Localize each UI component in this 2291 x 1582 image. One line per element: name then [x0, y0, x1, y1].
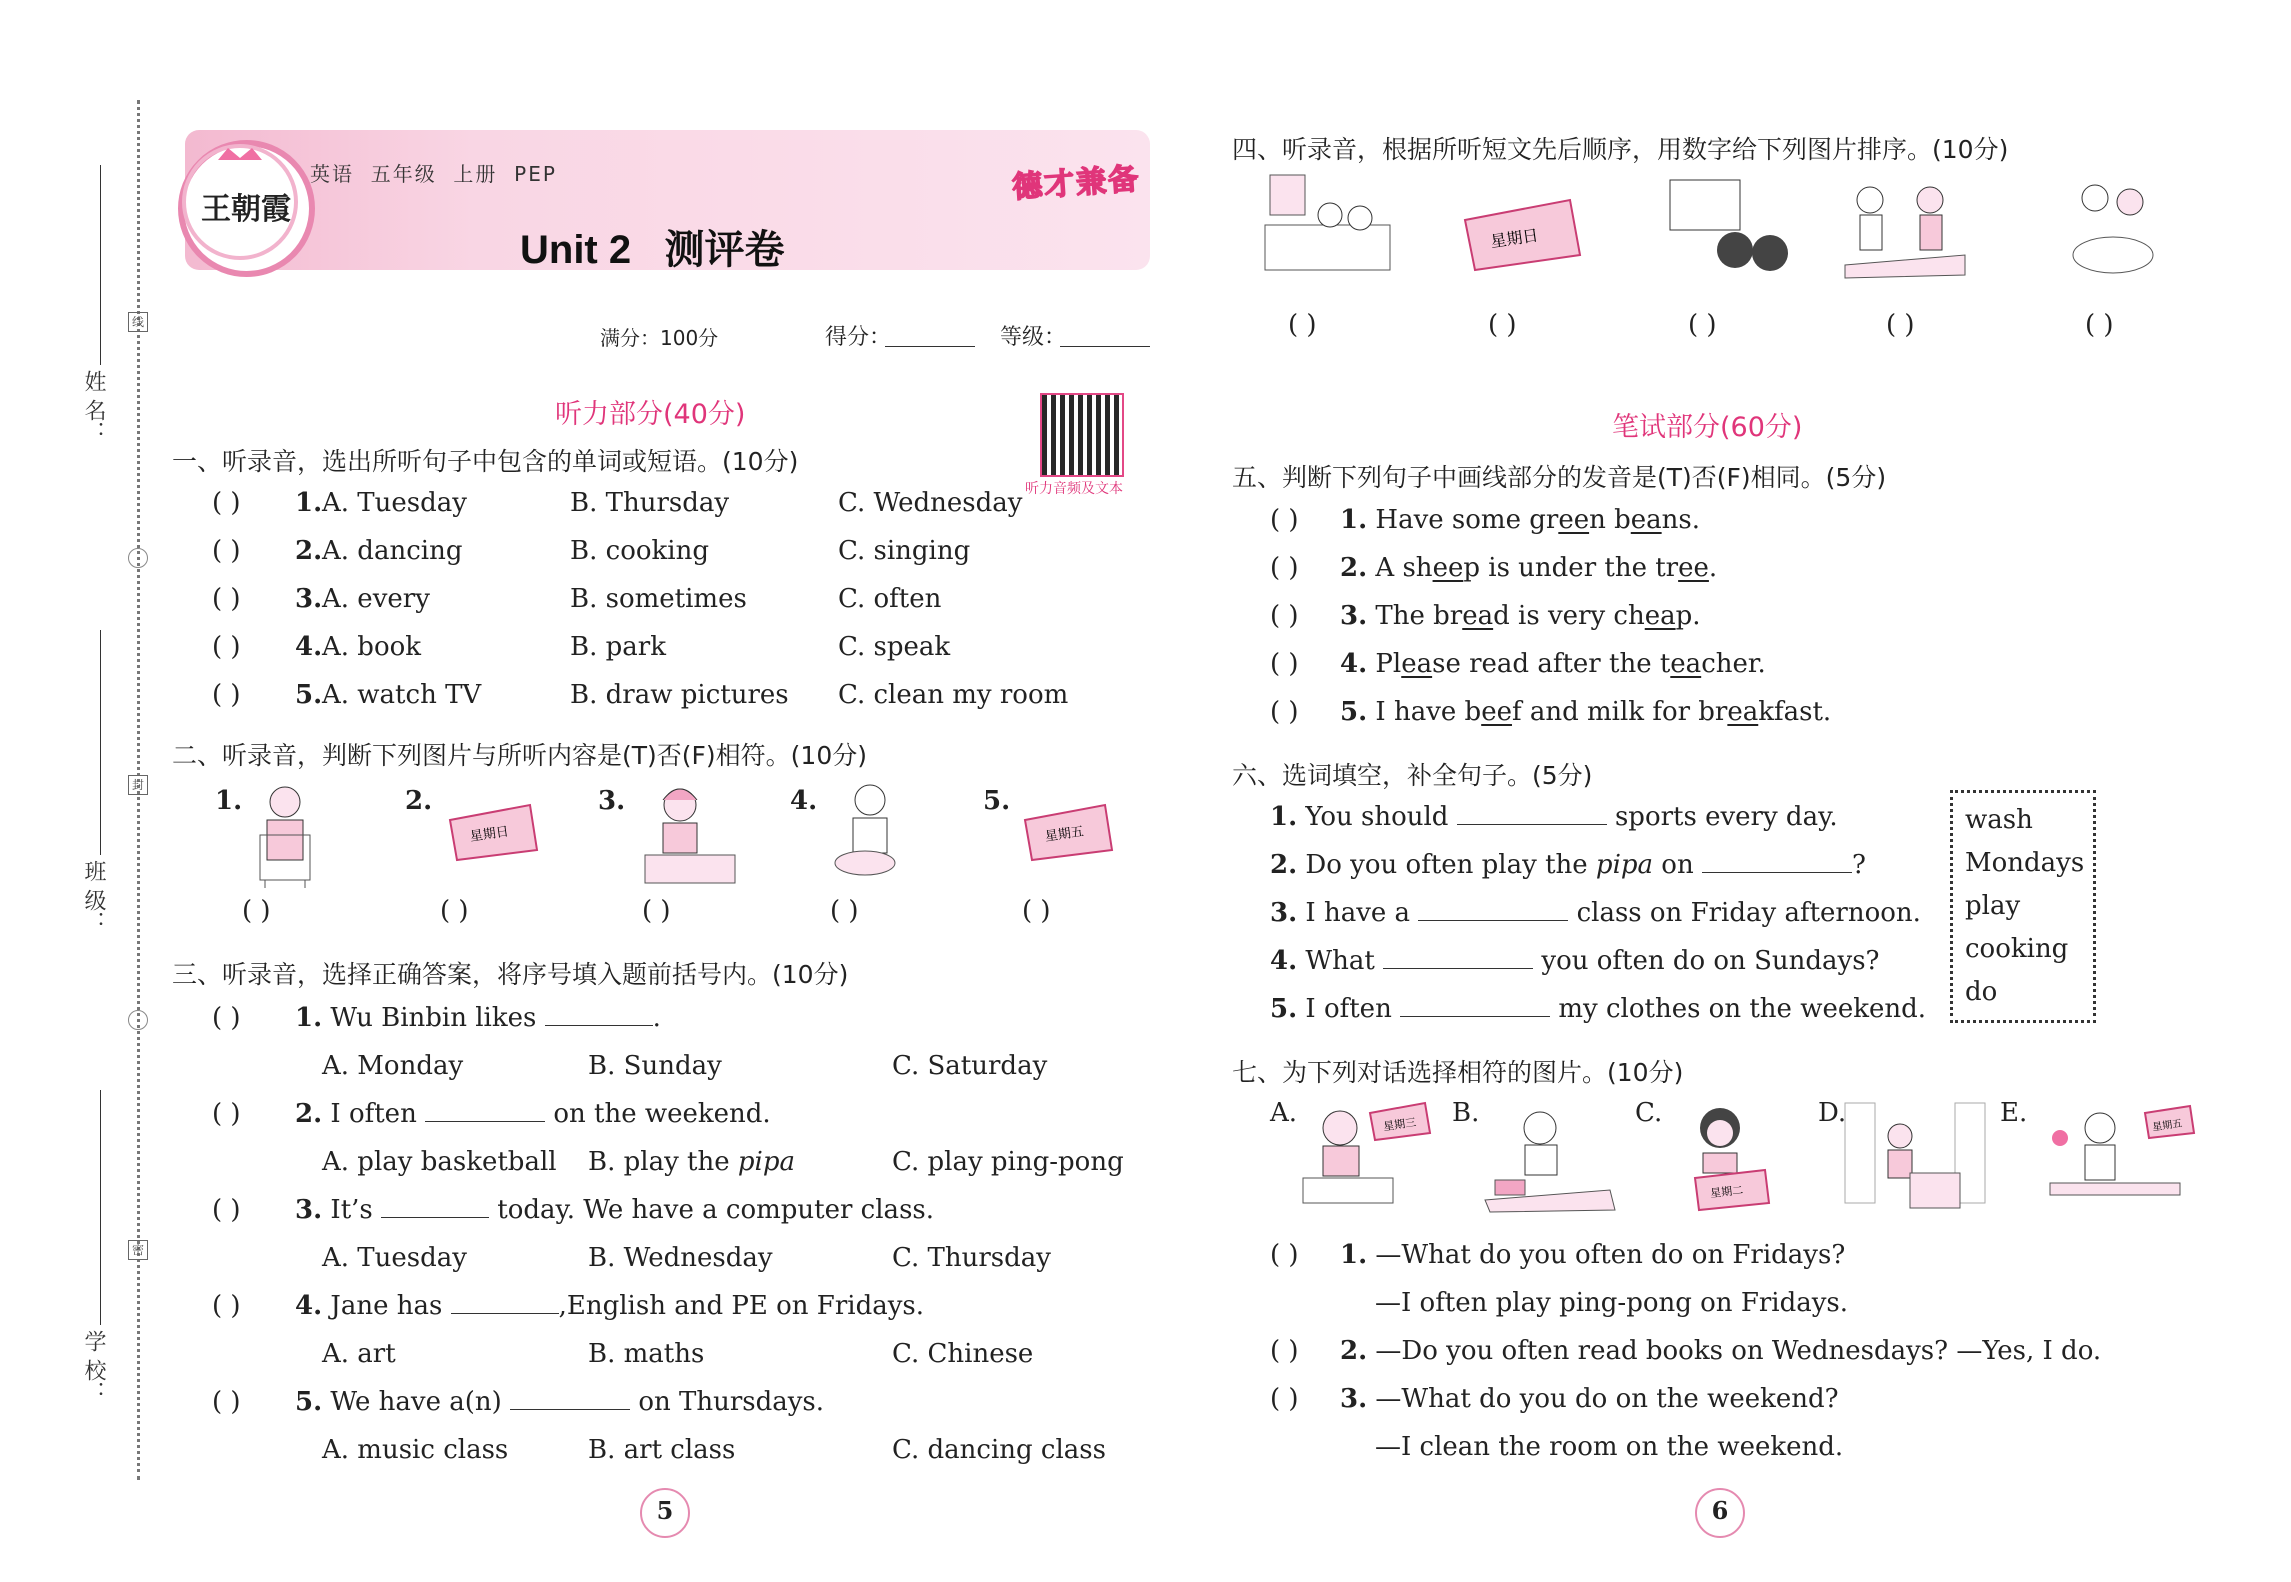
boy-ping-pong-image: [2030, 1098, 2200, 1218]
school-label: 学 校：: [81, 1330, 106, 1403]
section-3-title: 三、听录音，选择正确答案，将序号填入题前括号内。(10分): [172, 960, 849, 989]
grade-label: 等级：: [1000, 325, 1067, 350]
pic-number: 1.: [215, 786, 243, 816]
section-5-title: 五、判断下列句子中画线部分的发音是(T)否(F)相同。(5分): [1232, 463, 1887, 492]
class-label: 班 级：: [81, 860, 106, 933]
svg-text:星期日: 星期日: [1489, 225, 1540, 252]
section-7-title: 七、为下列对话选择相符的图片。(10分): [1232, 1058, 1684, 1087]
name-line[interactable]: [100, 165, 101, 365]
answer-paren[interactable]: ( ): [1886, 310, 1915, 340]
tick-mi: 密: [128, 1240, 148, 1260]
option-a: A. Monday: [322, 1051, 464, 1081]
fill-sentence: 3. I have a class on Friday afternoon.: [1270, 898, 1921, 928]
writing-heading: 笔试部分(60分): [1612, 412, 1803, 443]
answer-paren[interactable]: ( ): [212, 488, 241, 518]
pic-label-d: D.: [1818, 1098, 1847, 1128]
answer-blank[interactable]: [1702, 850, 1852, 873]
section-1-title: 一、听录音，选出所听句子中包含的单词或短语。(10分): [172, 447, 799, 476]
item-number: 3.: [295, 584, 323, 614]
item-number: 4.: [295, 632, 323, 662]
girl-singing-image: [1665, 1098, 1795, 1218]
answer-blank[interactable]: [545, 1003, 653, 1026]
boy-drawing-image: [1480, 1100, 1620, 1215]
binding-hole-icon: [128, 548, 148, 568]
option-b: B. Thursday: [570, 488, 730, 518]
item-number: 2.: [295, 536, 323, 566]
school-line[interactable]: [100, 1090, 101, 1325]
page-number-left: 5: [640, 1488, 690, 1538]
answer-paren[interactable]: ( ): [1270, 697, 1299, 727]
dialogue-line: 3. —What do you do on the weekend?: [1340, 1384, 1839, 1414]
answer-paren[interactable]: ( ): [212, 632, 241, 662]
kitchen-scene-image: [1260, 170, 1400, 280]
dialogue-line: —I clean the room on the weekend.: [1375, 1432, 1844, 1462]
question-stem: 1. Wu Binbin likes .: [295, 1003, 661, 1033]
answer-paren[interactable]: ( ): [1022, 896, 1051, 926]
answer-blank[interactable]: [425, 1099, 545, 1122]
answer-blank[interactable]: [451, 1291, 559, 1314]
option-a: A. Tuesday: [322, 1243, 467, 1273]
question-stem: 4. Jane has ,English and PE on Fridays.: [295, 1291, 925, 1321]
fill-sentence: 5. I often my clothes on the weekend.: [1270, 994, 1927, 1024]
fill-sentence: 2. Do you often play the pipa on ?: [1270, 850, 1866, 880]
section-4-title: 四、听录音，根据所听短文先后顺序，用数字给下列图片排序。(10分): [1232, 135, 2009, 164]
option-c: C. Wednesday: [838, 488, 1023, 518]
option-c: C. Chinese: [892, 1339, 1034, 1369]
fill-sentence: 1. You should sports every day.: [1270, 802, 1838, 832]
answer-blank[interactable]: [510, 1387, 630, 1410]
header-meta: 英语 五年级 上册 PEP: [310, 162, 557, 186]
option-b: B. maths: [588, 1339, 705, 1369]
pic-number: 4.: [790, 786, 818, 816]
qr-caption: 听力音频及文本: [1025, 481, 1123, 497]
brand-name: 王朝霞: [201, 192, 291, 227]
word-option: cooking: [1965, 934, 2069, 964]
section-6-title: 六、选词填空，补全句子。(5分): [1232, 761, 1593, 790]
answer-paren[interactable]: ( ): [1270, 1336, 1299, 1366]
svg-text:星期日: 星期日: [469, 824, 510, 845]
grade-field[interactable]: [1060, 346, 1150, 347]
girl-at-desk-image: [635, 780, 740, 890]
answer-paren[interactable]: ( ): [1270, 649, 1299, 679]
pic-label-b: B.: [1452, 1098, 1480, 1128]
pic-label-a: A.: [1270, 1098, 1298, 1128]
score-label: 得分：: [825, 325, 892, 350]
badge-text: 德才兼备: [1011, 161, 1142, 206]
answer-paren[interactable]: ( ): [212, 1387, 241, 1417]
tick-xian: 线: [128, 312, 148, 332]
option-a: A. watch TV: [322, 680, 482, 710]
name-label: 姓 名：: [81, 370, 106, 443]
option-c: C. singing: [838, 536, 971, 566]
option-b: B. cooking: [570, 536, 709, 566]
brand-logo: [178, 140, 315, 277]
kids-drawing-image: [1840, 180, 1970, 280]
answer-blank[interactable]: [381, 1195, 489, 1218]
page-number-right: 6: [1695, 1488, 1745, 1538]
option-c: C. Saturday: [892, 1051, 1048, 1081]
answer-paren[interactable]: ( ): [212, 536, 241, 566]
answer-paren[interactable]: ( ): [642, 896, 671, 926]
sentence: 1. Have some green beans.: [1340, 505, 1700, 535]
question-stem: 3. It’s today. We have a computer class.: [295, 1195, 935, 1225]
item-number: 1.: [295, 488, 323, 518]
answer-paren[interactable]: ( ): [212, 1195, 241, 1225]
option-a: A. book: [322, 632, 422, 662]
answer-paren[interactable]: ( ): [1270, 1240, 1299, 1270]
full-score: 满分：100分: [600, 326, 719, 350]
watching-tv-image: [1665, 175, 1790, 280]
question-stem: 2. I often on the weekend.: [295, 1099, 771, 1129]
answer-paren[interactable]: ( ): [212, 1003, 241, 1033]
answer-paren[interactable]: ( ): [212, 1291, 241, 1321]
calendar-sunday-image: [445, 800, 540, 862]
answer-paren[interactable]: ( ): [1270, 505, 1299, 535]
option-b: B. sometimes: [570, 584, 747, 614]
dialogue-line: 1. —What do you often do on Fridays?: [1340, 1240, 1846, 1270]
fill-sentence: 4. What you often do on Sundays?: [1270, 946, 1880, 976]
dialogue-line: —I often play ping-pong on Fridays.: [1375, 1288, 1849, 1318]
word-option: do: [1965, 977, 1998, 1007]
binding-hole-icon: [128, 1010, 148, 1030]
answer-blank[interactable]: [1418, 898, 1568, 921]
answer-paren[interactable]: ( ): [1270, 601, 1299, 631]
sentence: 2. A sheep is under the tree.: [1340, 553, 1718, 583]
option-a: A. play basketball: [322, 1147, 557, 1177]
option-a: A. every: [322, 584, 430, 614]
girl-cleaning-room-image: [1840, 1098, 1990, 1216]
answer-blank[interactable]: [1457, 802, 1607, 825]
answer-paren[interactable]: ( ): [830, 896, 859, 926]
option-a: A. Tuesday: [322, 488, 467, 518]
answer-paren[interactable]: ( ): [1270, 1384, 1299, 1414]
answer-paren[interactable]: ( ): [212, 584, 241, 614]
answer-paren[interactable]: ( ): [1488, 310, 1517, 340]
question-stem: 5. We have a(n) on Thursdays.: [295, 1387, 825, 1417]
option-c: C. play ping-pong: [892, 1147, 1124, 1177]
sentence: 5. I have beef and milk for breakfast.: [1340, 697, 1832, 727]
option-c: C. clean my room: [838, 680, 1069, 710]
option-c: C. Thursday: [892, 1243, 1051, 1273]
kids-playing-image: [2065, 180, 2160, 280]
sentence: 3. The bread is very cheap.: [1340, 601, 1701, 631]
answer-paren[interactable]: ( ): [1688, 310, 1717, 340]
answer-blank[interactable]: [1400, 994, 1550, 1017]
answer-paren[interactable]: ( ): [212, 680, 241, 710]
option-a: A. art: [322, 1339, 396, 1369]
answer-paren[interactable]: ( ): [212, 1099, 241, 1129]
tick-feng: 封: [128, 775, 148, 795]
svg-text:星期五: 星期五: [2151, 1118, 2183, 1134]
listening-heading: 听力部分(40分): [555, 399, 746, 430]
option-a: A. music class: [322, 1435, 509, 1465]
score-field[interactable]: [885, 346, 975, 347]
option-b: B. play the pipa: [588, 1147, 796, 1177]
option-b: B. Wednesday: [588, 1243, 773, 1273]
page-title: Unit 2 测评卷: [520, 228, 785, 272]
answer-paren[interactable]: ( ): [2085, 310, 2114, 340]
option-c: C. speak: [838, 632, 951, 662]
answer-blank[interactable]: [1383, 946, 1533, 969]
class-line[interactable]: [100, 630, 101, 855]
qr-code-icon[interactable]: [1040, 393, 1124, 477]
pic-number: 5.: [983, 786, 1011, 816]
svg-text:星期三: 星期三: [1382, 1115, 1417, 1134]
sentence: 4. Please read after the teacher.: [1340, 649, 1766, 679]
answer-paren[interactable]: ( ): [440, 896, 469, 926]
option-c: C. dancing class: [892, 1435, 1106, 1465]
answer-paren[interactable]: ( ): [1288, 310, 1317, 340]
answer-paren[interactable]: ( ): [1270, 553, 1299, 583]
calendar-friday-image: [1020, 800, 1115, 862]
word-option: wash: [1965, 805, 2033, 835]
word-option: Mondays: [1965, 848, 2085, 878]
section-2-title: 二、听录音，判断下列图片与所听内容是(T)否(F)相符。(10分): [172, 741, 867, 770]
girl-in-chair-image: [245, 780, 325, 890]
option-c: C. often: [838, 584, 942, 614]
item-number: 5.: [295, 680, 323, 710]
pic-number: 2.: [405, 786, 433, 816]
word-option: play: [1965, 891, 2021, 921]
option-a: A. dancing: [322, 536, 463, 566]
boy-cooking-image: [825, 778, 915, 888]
word-bank: [1950, 790, 2096, 1023]
svg-text:星期二: 星期二: [1709, 1183, 1744, 1201]
option-b: B. draw pictures: [570, 680, 789, 710]
calendar-sunday-image: [1460, 195, 1585, 275]
option-b: B. art class: [588, 1435, 736, 1465]
option-b: B. Sunday: [588, 1051, 722, 1081]
dialogue-line: 2. —Do you often read books on Wednesdays? —Yes, I do.: [1340, 1336, 2102, 1366]
pic-number: 3.: [598, 786, 626, 816]
answer-paren[interactable]: ( ): [242, 896, 271, 926]
girl-reading-image: [1295, 1098, 1435, 1213]
svg-text:星期五: 星期五: [1044, 824, 1085, 845]
pic-label-c: C.: [1635, 1098, 1663, 1128]
option-b: B. park: [570, 632, 666, 662]
pic-label-e: E.: [2000, 1098, 2028, 1128]
